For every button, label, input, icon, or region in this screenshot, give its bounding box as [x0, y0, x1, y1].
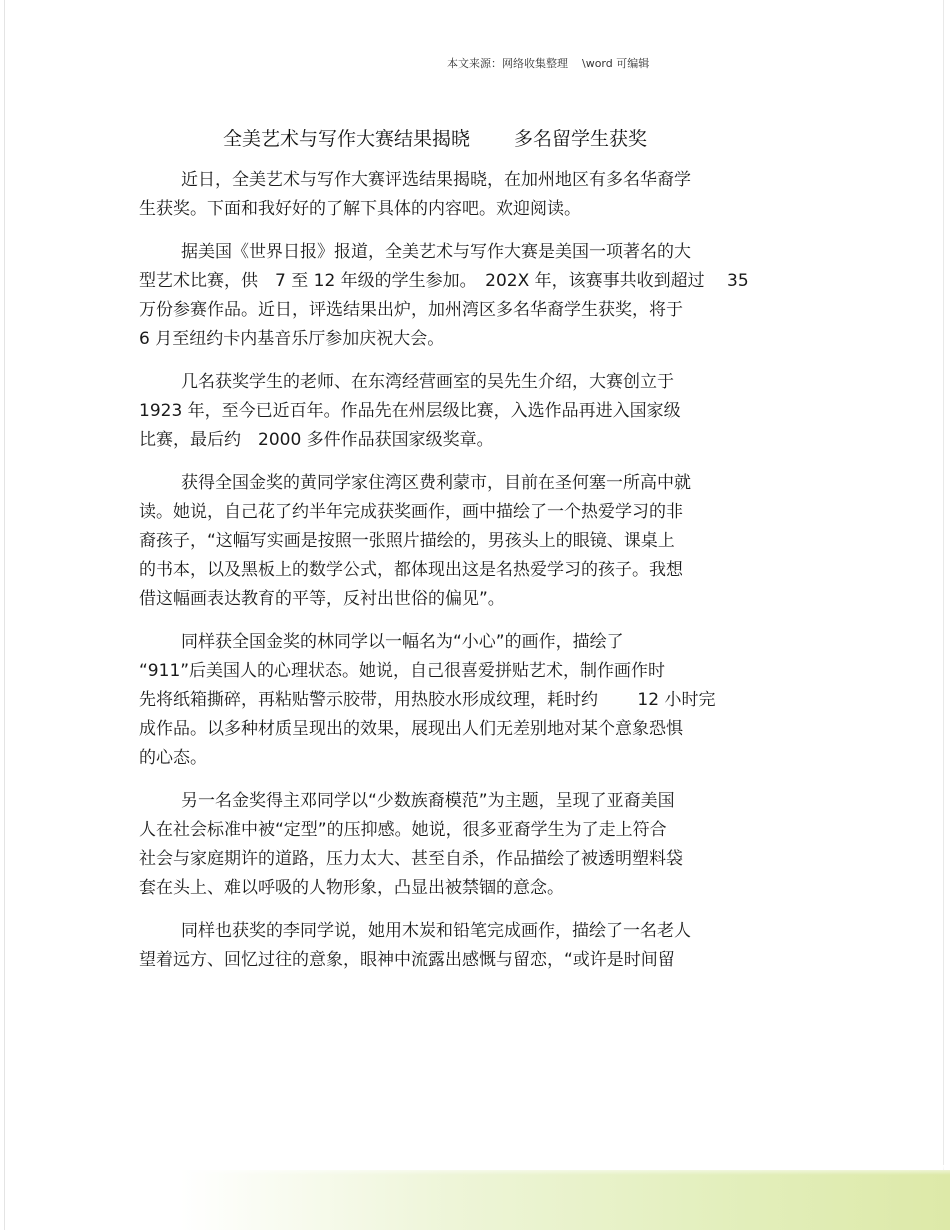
text-line: 人在社会标准中被“定型”的压抑感。她说，很多亚裔学生为了走上符合: [139, 820, 667, 840]
paragraph-5: [139, 628, 819, 773]
paragraph-4: [139, 469, 819, 614]
paragraph-7: [139, 917, 819, 975]
text-line: 获得全国金奖的黄同学家住湾区费利蒙市，目前在圣何塞一所高中就: [181, 473, 691, 493]
header-source: 本文来源：网络收集整理: [447, 57, 568, 70]
text-line: 比赛，最后约 2000 多件作品获国家级奖章。: [139, 430, 494, 450]
text-line: 近日，全美艺术与写作大赛评选结果揭晓，在加州地区有多名华裔学: [181, 170, 691, 190]
header-edit-note: \word 可编辑: [582, 57, 650, 70]
title-part-2: 多名留学生获奖: [514, 128, 648, 150]
text-line: 的书本，以及黑板上的数学公式，都体现出这是名热爱学习的孩子。我想: [139, 560, 683, 580]
article-body: [139, 166, 819, 989]
text-line: 几名获奖学生的老师、在东湾经营画室的吴先生介绍，大赛创立于: [181, 372, 674, 392]
text-line: 型艺术比赛，供 7 至 12 年级的学生参加。 202X 年，该赛事共收到超过 35: [139, 271, 749, 291]
text-line: 望着远方、回忆过往的意象，眼神中流露出感慨与留恋，“或许是时间留: [139, 950, 675, 970]
decorative-footer-fade: [180, 1165, 950, 1175]
text-line: 同样也获奖的李同学说，她用木炭和铅笔完成画作，描绘了一名老人: [181, 921, 691, 941]
text-line: 生获奖。下面和我好好的了解下具体的内容吧。欢迎阅读。: [139, 199, 581, 219]
text-line: 的心态。: [139, 748, 207, 768]
text-line: 6 月至纽约卡内基音乐厅参加庆祝大会。: [139, 329, 445, 349]
text-line: “911”后美国人的心理状态。她说，自己很喜爱拼贴艺术，制作画作时: [139, 661, 666, 681]
text-line: 读。她说，自己花了约半年完成获奖画作，画中描绘了一个热爱学习的非: [139, 502, 683, 522]
header-source-note: [447, 56, 649, 72]
page-left-border: [4, 0, 5, 1230]
text-line: 同样获全国金奖的林同学以一幅名为“小心”的画作，描绘了: [181, 632, 624, 652]
paragraph-2: [139, 238, 819, 354]
article-title: [223, 125, 647, 153]
text-line: 1923 年，至今已近百年。作品先在州层级比赛，入选作品再进入国家级: [139, 401, 681, 421]
text-line: 借这幅画表达教育的平等，反衬出世俗的偏见”。: [139, 589, 505, 609]
text-line: 万份参赛作品。近日，评选结果出炉，加州湾区多名华裔学生获奖，将于: [139, 300, 683, 320]
paragraph-3: [139, 368, 819, 455]
title-part-1: 全美艺术与写作大赛结果揭晓: [223, 128, 471, 150]
page-right-border: [943, 0, 944, 1230]
text-line: 套在头上、难以呼吸的人物形象，凸显出被禁锢的意念。: [139, 878, 564, 898]
paragraph-6: [139, 787, 819, 903]
text-line: 社会与家庭期许的道路，压力太大、甚至自杀，作品描绘了被透明塑料袋: [139, 849, 683, 869]
text-line: 裔孩子，“这幅写实画是按照一张照片描绘的，男孩头上的眼镜、课桌上: [139, 531, 675, 551]
text-line: 据美国《世界日报》报道，全美艺术与写作大赛是美国一项著名的大: [181, 242, 691, 262]
text-line: 成作品。以多种材质呈现出的效果，展现出人们无差别地对某个意象恐惧: [139, 719, 683, 739]
text-line: 先将纸箱撕碎，再粘贴警示胶带，用热胶水形成纹理，耗时约 12 小时完: [139, 690, 716, 710]
text-line: 另一名金奖得主邓同学以“少数族裔模范”为主题，呈现了亚裔美国: [181, 791, 675, 811]
decorative-footer-band: [180, 1170, 950, 1230]
paragraph-1: [139, 166, 819, 224]
